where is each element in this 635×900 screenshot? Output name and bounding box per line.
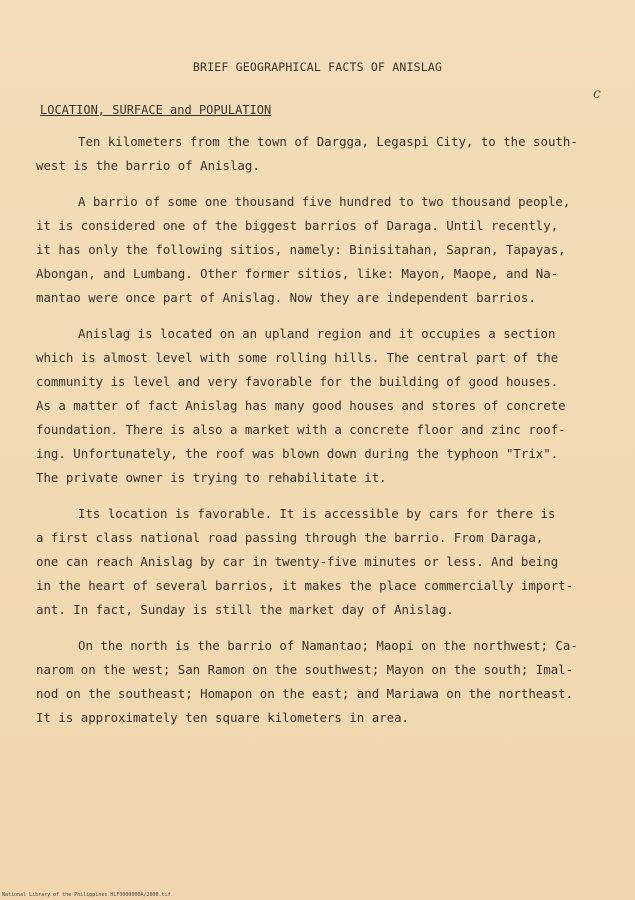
text-line: one can reach Anislag by car in twenty-five minutes or less. And being — [36, 554, 559, 569]
paragraph — [36, 502, 582, 622]
handwritten-margin-mark: c — [593, 86, 601, 102]
text-line: Ten kilometers from the town of Dargga, Legaspi City, to the south- — [78, 134, 578, 149]
text-line: ing. Unfortunately, the roof was blown down during the typhoon "Trix". — [36, 446, 559, 461]
text-line: a first class national road passing through the barrio. From Daraga, — [36, 530, 544, 545]
document-title: BRIEF GEOGRAPHICAL FACTS OF ANISLAG — [192, 60, 443, 74]
text-line: A barrio of some one thousand five hundred to two thousand people, — [78, 194, 571, 209]
text-line: Anislag is located on an upland region and it occupies a section — [78, 326, 556, 341]
text-line: narom on the west; San Ramon on the southwest; Mayon on the south; Imal- — [36, 662, 574, 677]
text-line: which is almost level with some rolling hills. The central part of the — [36, 350, 559, 365]
text-line: it has only the following sitios, namely: Binisitahan, Sapran, Tapayas, — [36, 242, 566, 257]
section-heading: LOCATION, SURFACE and POPULATION — [40, 103, 272, 117]
text-line: On the north is the barrio of Namantao; Maopi on the northwest; Ca- — [78, 638, 578, 653]
document-body — [36, 130, 582, 742]
text-line: As a matter of fact Anislag has many good houses and stores of concrete — [36, 398, 566, 413]
text-line: ant. In fact, Sunday is still the market day of Anislag. — [36, 602, 454, 617]
text-line: Its location is favorable. It is accessible by cars for there is — [78, 506, 556, 521]
text-line: community is level and very favorable for the building of good houses. — [36, 374, 559, 389]
paragraph — [36, 634, 582, 730]
text-line: nod on the southeast; Homapon on the east; and Mariawa on the northeast. — [36, 686, 574, 701]
text-line: Abongan, and Lumbang. Other former sitios, like: Mayon, Maope, and Na- — [36, 266, 559, 281]
paragraph — [36, 130, 582, 178]
scan-footer: National Library of the Philippines HLF0000000A/2000.tif — [2, 892, 171, 898]
text-line: The private owner is trying to rehabilitate it. — [36, 470, 387, 485]
text-line: west is the barrio of Anislag. — [36, 158, 260, 173]
paragraph — [36, 322, 582, 490]
text-line: in the heart of several barrios, it makes the place commercially import- — [36, 578, 574, 593]
text-line: It is approximately ten square kilometers in area. — [36, 710, 409, 725]
text-line: foundation. There is also a market with a concrete floor and zinc roof- — [36, 422, 566, 437]
paragraph — [36, 190, 582, 310]
text-line: mantao were once part of Anislag. Now they are independent barrios. — [36, 290, 536, 305]
text-line: it is considered one of the biggest barrios of Daraga. Until recently, — [36, 218, 559, 233]
